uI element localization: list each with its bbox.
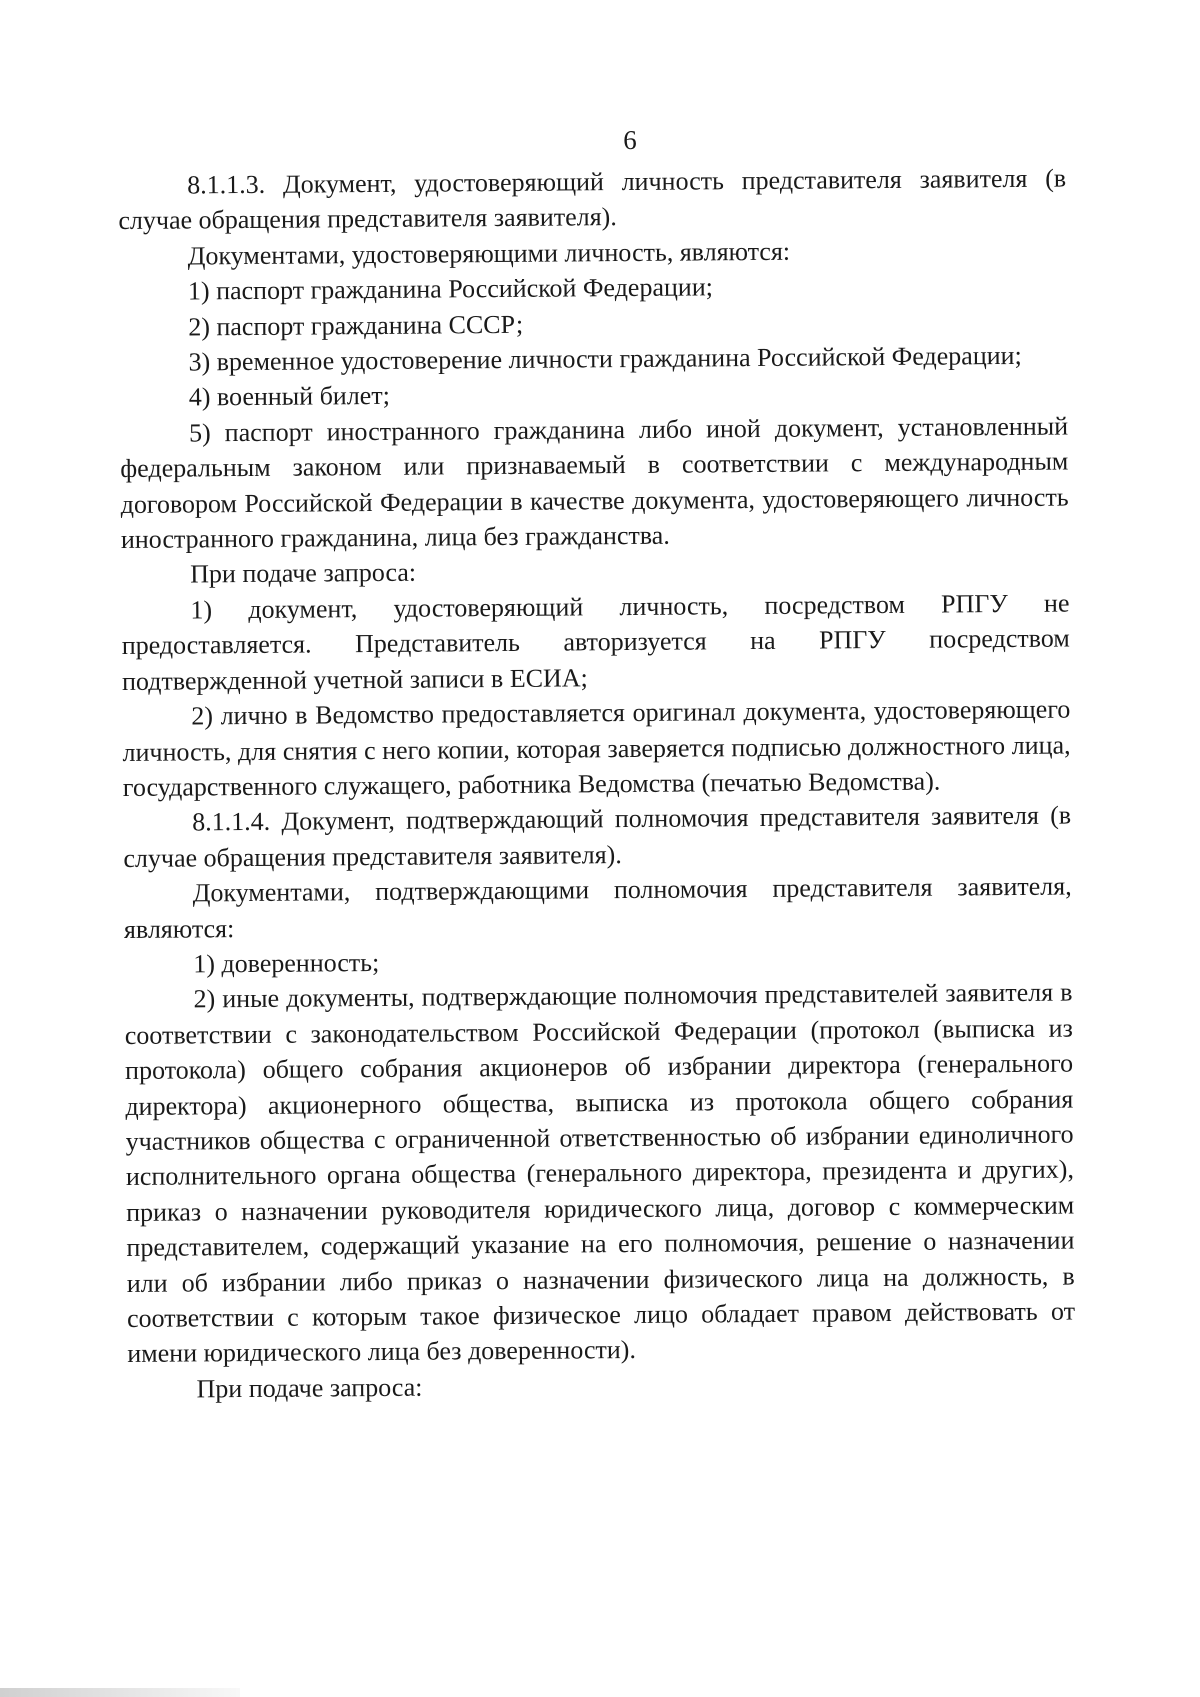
scan-edge-artifact [0, 1688, 240, 1697]
list-item-military-id: 4) военный билет; [188, 381, 390, 412]
paragraph-8-1-1-4-heading: 8.1.1.4. Документ, подтверждающий полномочия представителя заявителя (в случае обращения представителя заявителя). [123, 800, 1072, 873]
list-item-in-person-submission: 2) лично в Ведомство предоставляется оригинал документа, удостоверяющего личность, для снятия с него копии, которая заверяется подписью должностного лица, государственного служащего, работника Ведомства (печатью Ведомства). [122, 694, 1071, 802]
paragraph-authority-documents-intro: Документами, подтверждающими полномочия представителя заявителя, являются: [123, 871, 1072, 944]
document-body [118, 161, 1076, 1408]
list-item-ussr-passport: 2) паспорт гражданина СССР; [188, 309, 524, 342]
list-item-temporary-id: 3) временное удостоверение личности гражданина Российской Федерации; [188, 340, 1022, 377]
list-item-power-of-attorney: 1) доверенность; [193, 947, 380, 979]
list-item-rpgu-submission: 1) документ, удостоверяющий личность, посредством РПГУ не предоставляется. Представитель авторизуется на РПГУ посредством подтвержденной учетной записи в ЕСИА; [121, 588, 1070, 696]
page-number: 6 [623, 125, 637, 155]
list-item-other-authority-documents: 2) иные документы, подтверждающие полномочия представителей заявителя в соответствии с законодательством Российской Федерации (протокол (выписка из протокола) общего собрания акционеров об избрании директора (генерального директора) акционерного общества, выписка из протокола общего собрания участников общества с ограниченной ответственностью об избрании единоличного исполнительного органа общества (генерального директора, президента и других), приказ о назначении руководителя юридического лица, договор с коммерческим представителем, содержащий указание на его полномочия, решение о назначении или об избрании либо приказ о назначении физического лица на должность, в соответствии с которым такое физическое лицо обладает правом действовать от имени юридического лица без доверенности). [124, 977, 1076, 1369]
paragraph-identity-documents-intro: Документами, удостоверяющими личность, являются: [187, 236, 791, 271]
paragraph-request-submission-2: При подаче запроса: [196, 1372, 423, 1404]
list-item-foreign-passport: 5) паспорт иностранного гражданина либо иной документ, установленный федеральным законом или признаваемый в соответствии с международным договором Российской Федерации в качестве документа, удостоверяющего личность иностранного гражданина, лица без гражданства. [120, 411, 1069, 555]
paragraph-request-submission-1: При подаче запроса: [190, 558, 417, 589]
list-item-rf-passport: 1) паспорт гражданина Российской Федерации; [187, 272, 714, 306]
paragraph-8-1-1-3-heading: 8.1.1.3. Документ, удостоверяющий личность представителя заявителя (в случае обращения представителя заявителя). [118, 163, 1067, 236]
